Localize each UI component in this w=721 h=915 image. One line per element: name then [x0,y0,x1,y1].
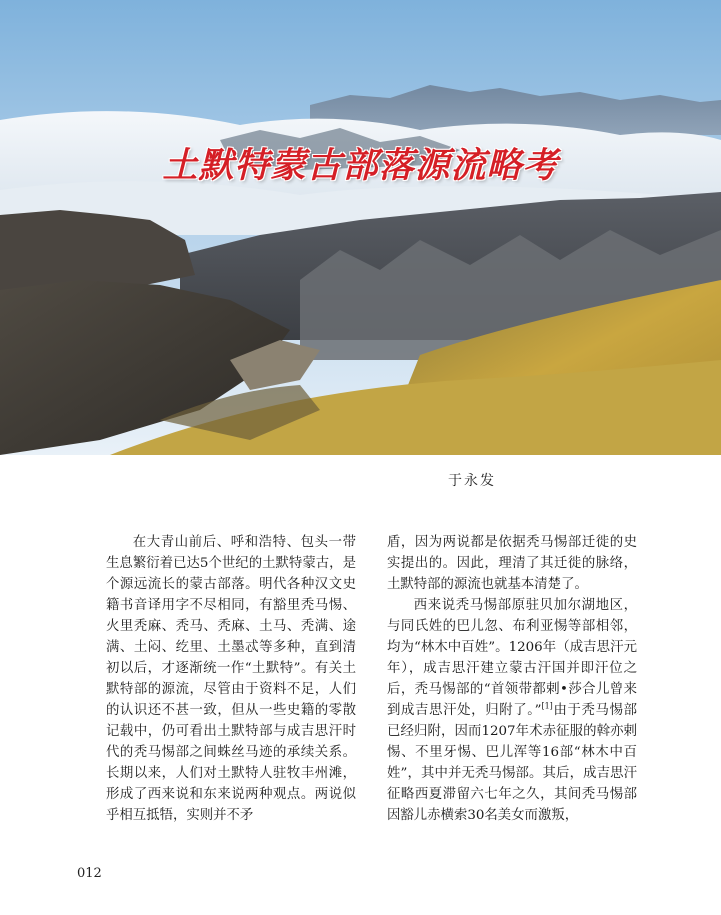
text-column-left [106,532,356,826]
author-name: 于永发 [448,473,496,489]
hero-landscape-photo [0,0,721,455]
paragraph-text: 西来说秃马惕部原驻贝加尔湖地区，与同氏姓的巴儿忽、布利亚惕等部相邻，均为“林木中百姓”。1206年（成吉思汗元年），成吉思汗建立蒙古汗国并即汗位之后，秃马惕部的“首领带都剌•莎合儿曾来到成吉思汗处，归附了。” [387,598,637,718]
body-paragraph [387,595,637,826]
text-column-right [387,532,637,826]
footnote-reference: [1] [541,701,553,711]
article-title: 土默特蒙古部落源流略考 [162,145,559,186]
mountain-landscape-image [0,0,721,455]
body-paragraph: 在大青山前后、呼和浩特、包头一带生息繁衍着已达5个世纪的土默特蒙古，是个源远流长的蒙古部落。明代各种汉文史籍书音译用字不尽相同，有豁里秃马惕、火里秃麻、秃马、秃麻、土马、秃满、途满、土闷、纥里、土墨忒等多种，直到清初以后，才逐渐统一作“土默特”。有关土默特部的源流，尽管由于资料不足，人们的认识还不甚一致，但从一些史籍的零散记载中，仍可看出土默特部与成吉思汗时代的秃马惕部之间蛛丝马迹的承续关系。长期以来，人们对土默特人驻牧丰州滩，形成了西来说和东来说两种观点。两说似乎相互抵牾，实则并不矛 [106,535,356,823]
paragraph-text: 由于秃马惕部已经归附，因而1207年术赤征服的斡亦剌惕、不里牙惕、巴儿浑等16部“林木中百姓”，其中并无秃马惕部。其后，成吉思汗征略西夏滞留六七年之久，其间秃马惕部因豁儿赤横索30名美女而激叛， [387,703,637,823]
page-number: 012 [77,866,102,881]
body-paragraph-continued: 盾，因为两说都是依据秃马惕部迁徙的史实提出的。因此，理清了其迁徙的脉络，土默特部的源流也就基本清楚了。 [387,535,637,592]
